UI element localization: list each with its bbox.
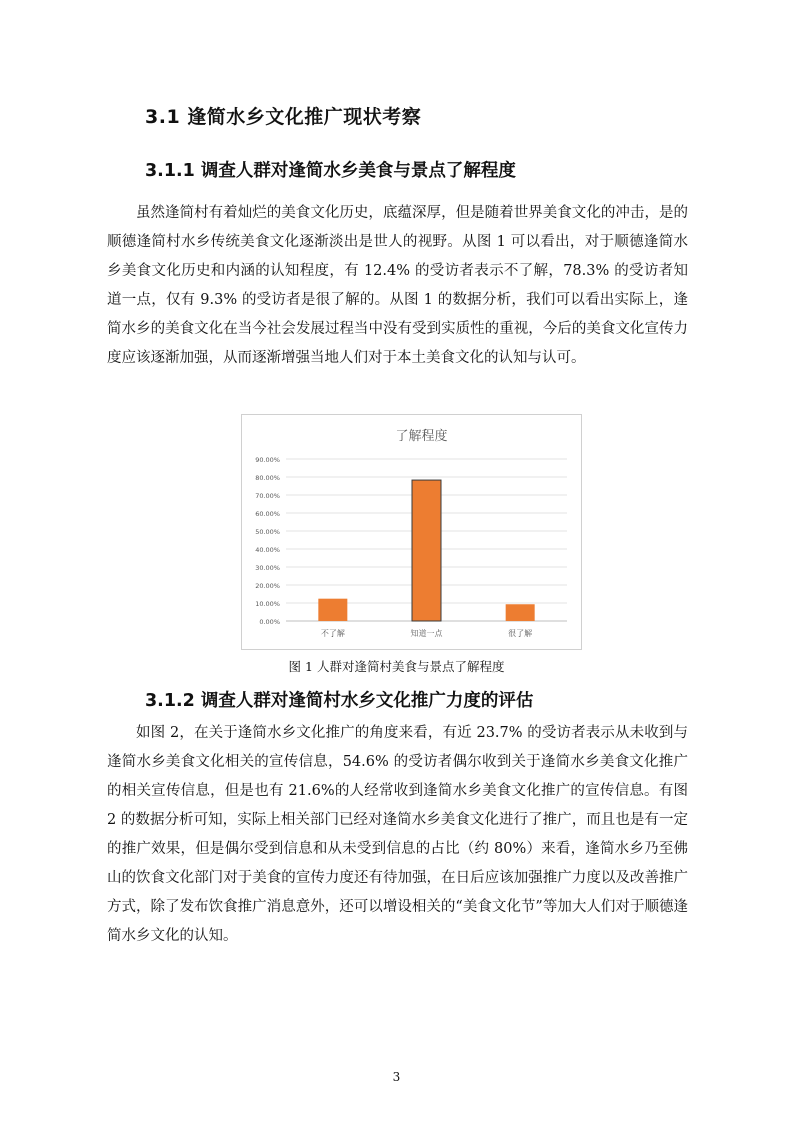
y-tick-label: 30.00%: [255, 564, 280, 572]
y-tick-label: 20.00%: [255, 582, 280, 590]
subsection-heading-1: 3.1.1 调查人群对逢简水乡美食与景点了解程度: [145, 161, 516, 181]
y-tick-label: 70.00%: [255, 492, 280, 500]
y-tick-label: 10.00%: [255, 600, 280, 608]
chart-svg: [242, 415, 581, 649]
paragraph-2: 如图 2，在关于逢简水乡文化推广的角度来看，有近 23.7% 的受访者表示从未收到与逢简水乡美食文化相关的宣传信息，54.6% 的受访者偶尔收到关于逢简水乡美食文化推广的相关宣传信息，但是也有 21.6%的人经常收到逢简水乡美食文化推广的宣传信息。有图 2 的数据分析可知，实际上相关部门已经对逢简水乡美食文化进行了推广，而且也是有一定的推广效果，但是偶尔受到信息和从未受到信息的占比（约 80%）来看，逢简水乡乃至佛山的饮食文化部门对于美食的宣传力度还有待加强，在日后应该加强推广力度以及改善推广方式，除了发布饮食推广消息意外，还可以增设相关的“美食文化节”等加大人们对于顺德逢简水乡文化的认知。: [107, 725, 688, 944]
y-tick-label: 80.00%: [255, 474, 280, 482]
x-tick-label: 知道一点: [410, 629, 443, 638]
bar: [318, 599, 347, 621]
x-tick-label: 不了解: [320, 629, 345, 638]
y-tick-label: 90.00%: [255, 456, 280, 464]
subsection-heading-2: 3.1.2 调查人群对逢简村水乡文化推广力度的评估: [145, 691, 534, 711]
section-heading: 3.1 逢简水乡文化推广现状考察: [145, 106, 422, 128]
bar: [506, 604, 535, 621]
chart-title: 了解程度: [395, 429, 448, 444]
bar-chart: [241, 414, 582, 650]
x-tick-label: 很了解: [508, 629, 533, 638]
y-tick-label: 0.00%: [259, 618, 280, 626]
page-number: 3: [392, 1070, 401, 1084]
y-tick-label: 60.00%: [255, 510, 280, 518]
y-tick-label: 50.00%: [255, 528, 280, 536]
paragraph-1: 虽然逢简村有着灿烂的美食文化历史，底蕴深厚，但是随着世界美食文化的冲击，是的顺德逢简村水乡传统美食文化逐渐淡出是世人的视野。从图 1 可以看出，对于顺德逢简水乡美食文化历史和内涵的认知程度，有 12.4% 的受访者表示不了解，78.3% 的受访者知道一点，仅有 9.3% 的受访者是很了解的。从图 1 的数据分析，我们可以看出实际上，逢简水乡的美食文化在当今社会发展过程当中没有受到实质性的重视，今后的美食文化宣传力度应该逐渐加强，从而逐渐增强当地人们对于本土美食文化的认知与认可。: [107, 205, 688, 366]
figure-1-caption: 图 1 人群对逢简村美食与景点了解程度: [288, 659, 505, 674]
y-tick-label: 40.00%: [255, 546, 280, 554]
bar: [412, 480, 441, 621]
